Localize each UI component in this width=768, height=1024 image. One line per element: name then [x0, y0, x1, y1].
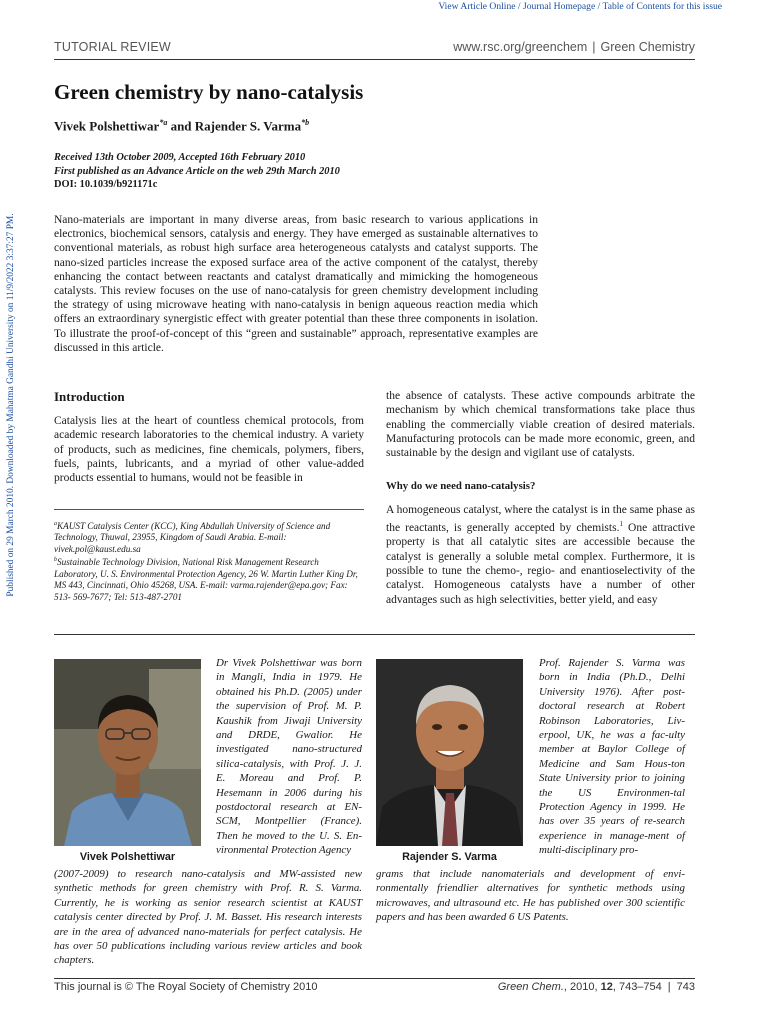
volume-number: 12 — [600, 981, 613, 993]
affiliation-text: Sustainable Technology Division, National Risk Management Research Laboratory, U. S. Environmental Protection Agency, 26 W. Martin Luther King Dr, MS 443, Cincinnati, Ohio 45268, USA. E-mail: varma.rajender@epa.gov; Fax: 513- 569-7677; Tel: 513-487-2701 — [54, 557, 358, 602]
journal-homepage-link[interactable]: Journal Homepage — [523, 1, 596, 12]
body-paragraph: the absence of catalysts. These active compounds arbitrate the mechanism by which chemical transformations take place thus enabling the commercially viable creation of desired materials. Manufacturing protocols can be made more economic, green, and sustainable by the design and vigilant use of catalysts. — [386, 390, 695, 460]
photo-caption: Rajender S. Varma — [402, 851, 497, 863]
author-affiliation-mark: *a — [159, 118, 168, 127]
portrait-image — [376, 659, 523, 846]
section-heading-introduction: Introduction — [54, 389, 125, 404]
doi: DOI: 10.1039/b921171c — [54, 179, 158, 190]
view-article-online-link[interactable]: View Article Online — [438, 1, 516, 12]
author-biography-continued: (2007-2009) to research nano-catalysis and MW-assisted new synthetic methods for green chemistry with Prof. R. S. Varma. Currently, he is working as senior research scientist at KAUST catalysis center directed by Prof. J. M. Basset. His research interests are in the area of advanced nano-materials for perfect catalysis. He has over 50 publications including various review articles and book chapters. — [54, 868, 362, 967]
link-separator: / — [515, 1, 523, 12]
affiliation-mark: b — [54, 557, 57, 564]
page-range: , 743–754 — [612, 981, 662, 993]
first-published-date: First published as an Advance Article on the web 29th March 2010 — [54, 165, 340, 177]
footer-separator: | — [667, 981, 671, 993]
body-text: A homogeneous catalyst, where the catalyst is in the same phase as the reactants, is generally accepted by chemists. — [386, 504, 695, 535]
reference-citation[interactable]: 1 — [619, 520, 623, 529]
article-type: TUTORIAL REVIEW — [54, 40, 171, 54]
journal-name: Green Chemistry — [600, 40, 695, 54]
affiliation-b — [54, 555, 364, 603]
article-links-bar — [300, 1, 722, 12]
biography-rule — [54, 634, 695, 635]
body-paragraph: Catalysis lies at the heart of countless chemical protocols, from academic research laboratories to the chemical industry. A variety of products, such as medicines, fine chemicals, polymers, fibers, fuels, paints, lubricants, and a myriad of other value-added products essential to humans, would not be feasible in — [54, 415, 364, 485]
header-rule — [54, 59, 695, 60]
download-stamp — [0, 190, 22, 620]
table-of-contents-link[interactable]: Table of Contents for this issue — [602, 1, 722, 12]
author-biography-continued: grams that include nanomaterials and development of envi-ronmentally friendlier alternatives for synthetic methods using microwaves, and ultrasound etc. He has published over 300 scientific papers and has been awarded 6 US Patents. — [376, 868, 685, 924]
citation-footer — [498, 981, 695, 993]
article-title: Green chemistry by nano-catalysis — [54, 80, 364, 104]
photo-caption: Vivek Polshettiwar — [79, 851, 176, 863]
journal-header — [453, 40, 695, 54]
journal-abbreviation: Green Chem. — [497, 981, 564, 993]
affiliation-text: KAUST Catalysis Center (KCC), King Abdullah University of Science and Technology, Thuwal, 23955, Kingdom of Saudi Arabia. E-mail: vivek.pol@kaust.edu.sa — [54, 521, 331, 554]
publication-history — [54, 151, 340, 192]
affiliations — [54, 519, 364, 603]
citation-year: , 2010, — [563, 981, 601, 993]
affiliation-mark: a — [54, 521, 57, 527]
section-heading-why-nano-catalysis: Why do we need nano-catalysis? — [386, 480, 536, 492]
portrait-image — [54, 659, 201, 846]
author-name: Rajender S. Varma — [194, 118, 302, 134]
copyright-notice: This journal is © The Royal Society of Chemistry 2010 — [54, 981, 318, 993]
author-affiliation-mark: *b — [301, 118, 310, 127]
author-biography: Dr Vivek Polshettiwar was born in Mangli, India in 1979. He obtained his Ph.D. (2005) under the supervision of Prof. M. P. Kaushik from Jiwaji University and DRDE, Gwalior. He investigated nano-structured silica-catalysis, with Prof. J. J. E. Moreau and Prof. P. Hesemann in 2006 during his postdoctoral research at EN-SCM, Montpellier (France). Then he moved to the U. S. En-vironmental Protection Agency — [216, 657, 362, 857]
link-separator: / — [595, 1, 603, 12]
author-biography: Prof. Rajender S. Varma was born in India (Ph.D., Delhi University 1976). After post-doctoral research at Robert Robinson Laboratories, Liv-erpool, UK, he was a fac-ulty member at Baylor College of Medicine and Sam Hous-ton State University prior to joining the US Environmen-tal Protection Agency in 1999. He has over 35 years of re-search experience in manage-ment of multi-disciplinary pro- — [539, 657, 685, 857]
received-date: Received 13th October 2009, Accepted 16th February 2010 — [54, 152, 306, 163]
header-separator: | — [592, 40, 596, 54]
footer-rule — [54, 978, 695, 979]
body-paragraph — [386, 503, 695, 607]
download-stamp-text: Published on 29 March 2010. Downloaded by Mahatma Gandhi University on 11/9/2022 3:37:27 PM. — [6, 213, 16, 597]
journal-website: www.rsc.org/greenchem — [453, 40, 588, 54]
affiliation-a — [54, 519, 364, 555]
body-text: One attractive property is that all catalytic sites are accessible because the catalyst is generally a soluble metal complex. Furthermore, it is possible to tune the chemo-, regio- and enantioselectivity of the catalyst. Homogeneous catalysts have a number of other advantages such as high selectivities, better yield, and easy — [386, 522, 696, 606]
author-joiner: and — [167, 118, 195, 134]
footnote-rule — [54, 509, 364, 510]
author-list — [54, 118, 309, 134]
author-photo-varma — [376, 659, 523, 846]
author-photo-polshettiwar — [54, 659, 201, 846]
page-number: 743 — [676, 981, 695, 993]
author-name: Vivek Polshettiwar — [54, 118, 160, 134]
abstract: Nano-materials are important in many diverse areas, from basic research to various applications in electronics, biochemical sensors, catalysis and energy. They have emerged as sustainable alternatives to conventional materials, as robust high surface area heterogeneous catalysts and catalyst supports. The nano-sized particles increase the exposed surface area of the active component of the catalyst, thereby enhancing the contact between reactants and catalyst dramatically and mimicking the homogeneous catalysts. This review focuses on the use of nano-catalysis for green chemistry development including the strategy of using microwave heating with nano-catalysis in benign aqueous reaction media which offers an extraordinary synergistic effect with greater potential than these three components in isolation. To illustrate the proof-of-concept of this “green and sustainable” approach, representative examples are discussed in this article. — [54, 214, 538, 354]
